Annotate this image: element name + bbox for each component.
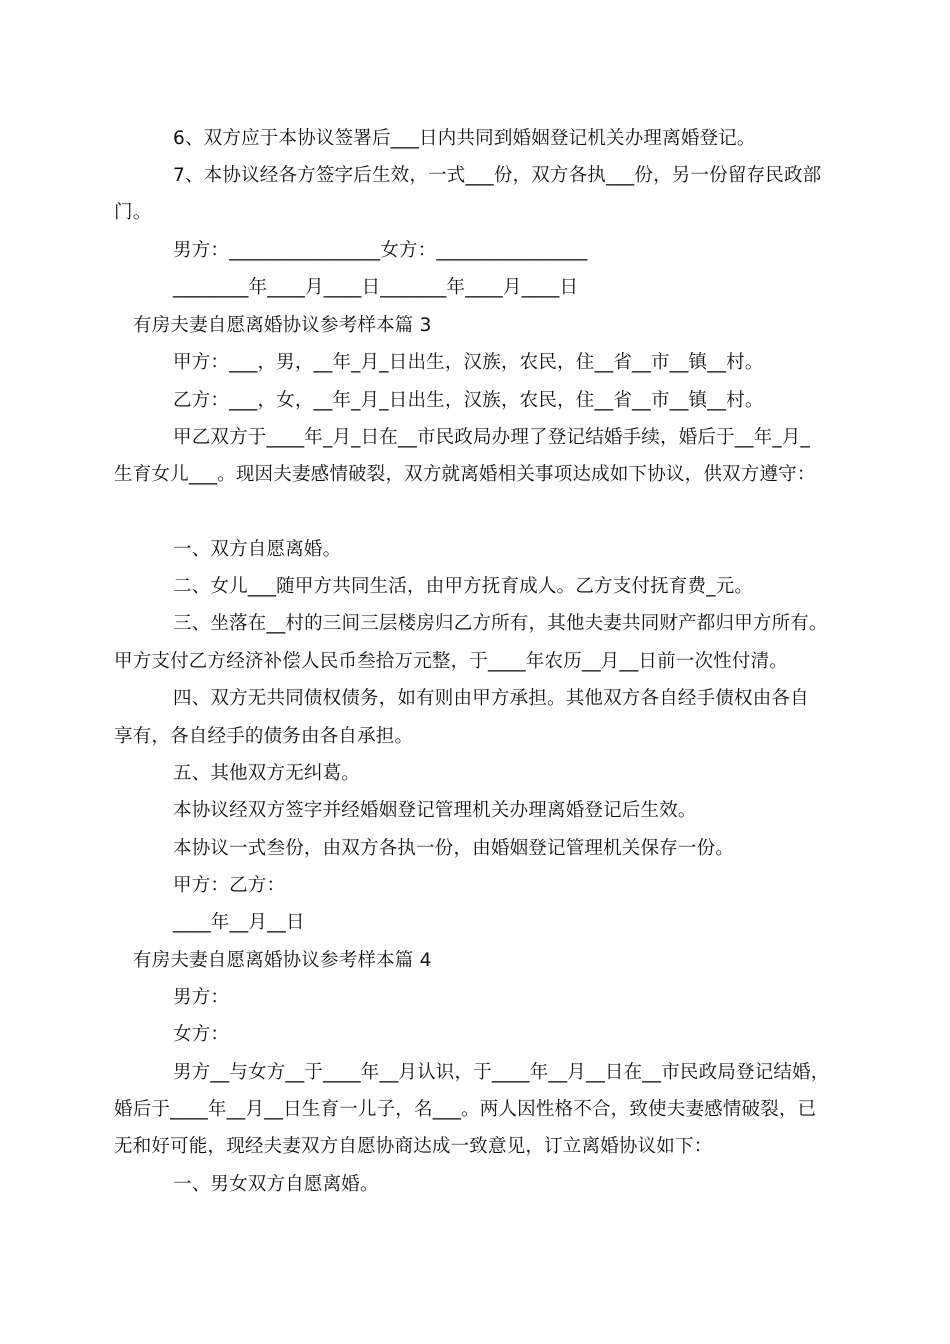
clause-7-cont: 门。	[114, 202, 152, 223]
background-paragraph-cont-1: 婚后于____年__月__日生育一儿子，名___。两人因性格不合，致使夫妻感情破裂，已	[114, 1099, 817, 1120]
party-a: 甲方：___，男，__年_月_日出生，汉族，农民，住__省__市__镇__村。	[173, 352, 764, 373]
intro-paragraph: 甲乙双方于____年_月_日在__市民政局办理了登记结婚手续，婚后于__年_月_	[173, 427, 811, 448]
article-3: 三、坐落在__村的三间三层楼房归乙方所有，其他夫妻共同财产都归甲方所有。	[173, 613, 828, 634]
female-party: 女方：	[173, 1024, 230, 1045]
section-heading-3: 有房夫妻自愿离婚协议参考样本篇 3	[133, 315, 432, 336]
clause-7: 7、本协议经各方签字后生效，一式___份，双方各执___份，另一份留存民政部	[173, 165, 822, 186]
article-4-cont: 享有，各自经手的债务由各自承担。	[114, 726, 414, 747]
male-party: 男方：	[173, 987, 230, 1008]
clause-6: 6、双方应于本协议签署后___日内共同到婚姻登记机关办理离婚登记。	[173, 128, 756, 149]
section-heading-4: 有房夫妻自愿离婚协议参考样本篇 4	[133, 950, 432, 971]
signature-line: 男方：________________女方：________________	[173, 240, 588, 261]
signature-date: ____年__月__日	[173, 912, 305, 933]
article-2: 二、女儿___随甲方共同生活，由甲方抚育成人。乙方支付抚育费_元。	[173, 576, 754, 597]
article-4: 四、双方无共同债权债务，如有则由甲方承担。其他双方各自经手债权由各自	[173, 688, 809, 709]
copies-clause: 本协议一式叁份，由双方各执一份，由婚姻登记管理机关保存一份。	[173, 838, 735, 859]
article-1: 一、双方自愿离婚。	[173, 539, 342, 560]
date-line: ________年____月____日_______年____月____日	[173, 277, 579, 298]
signature-parties: 甲方：乙方：	[173, 875, 286, 896]
article-1-section-4: 一、男女双方自愿离婚。	[173, 1174, 379, 1195]
article-3-cont: 甲方支付乙方经济补偿人民币叁拾万元整，于____年农历__月__日前一次性付清。	[114, 651, 789, 672]
background-paragraph: 男方__与女方__于____年__月认识，于____年__月__日在__市民政局登记结婚，	[173, 1062, 830, 1083]
background-paragraph-cont-2: 无和好可能，现经夫妻双方自愿协商达成一致意见，订立离婚协议如下：	[114, 1136, 713, 1157]
party-b: 乙方：___，女，__年_月_日出生，汉族，农民，住__省__市__镇__村。	[173, 390, 764, 411]
intro-paragraph-cont: 生育女儿___。现因夫妻感情破裂，双方就离婚相关事项达成如下协议，供双方遵守：	[114, 464, 816, 485]
effect-clause: 本协议经双方签字并经婚姻登记管理机关办理离婚登记后生效。	[173, 800, 697, 821]
article-5: 五、其他双方无纠葛。	[173, 763, 361, 784]
